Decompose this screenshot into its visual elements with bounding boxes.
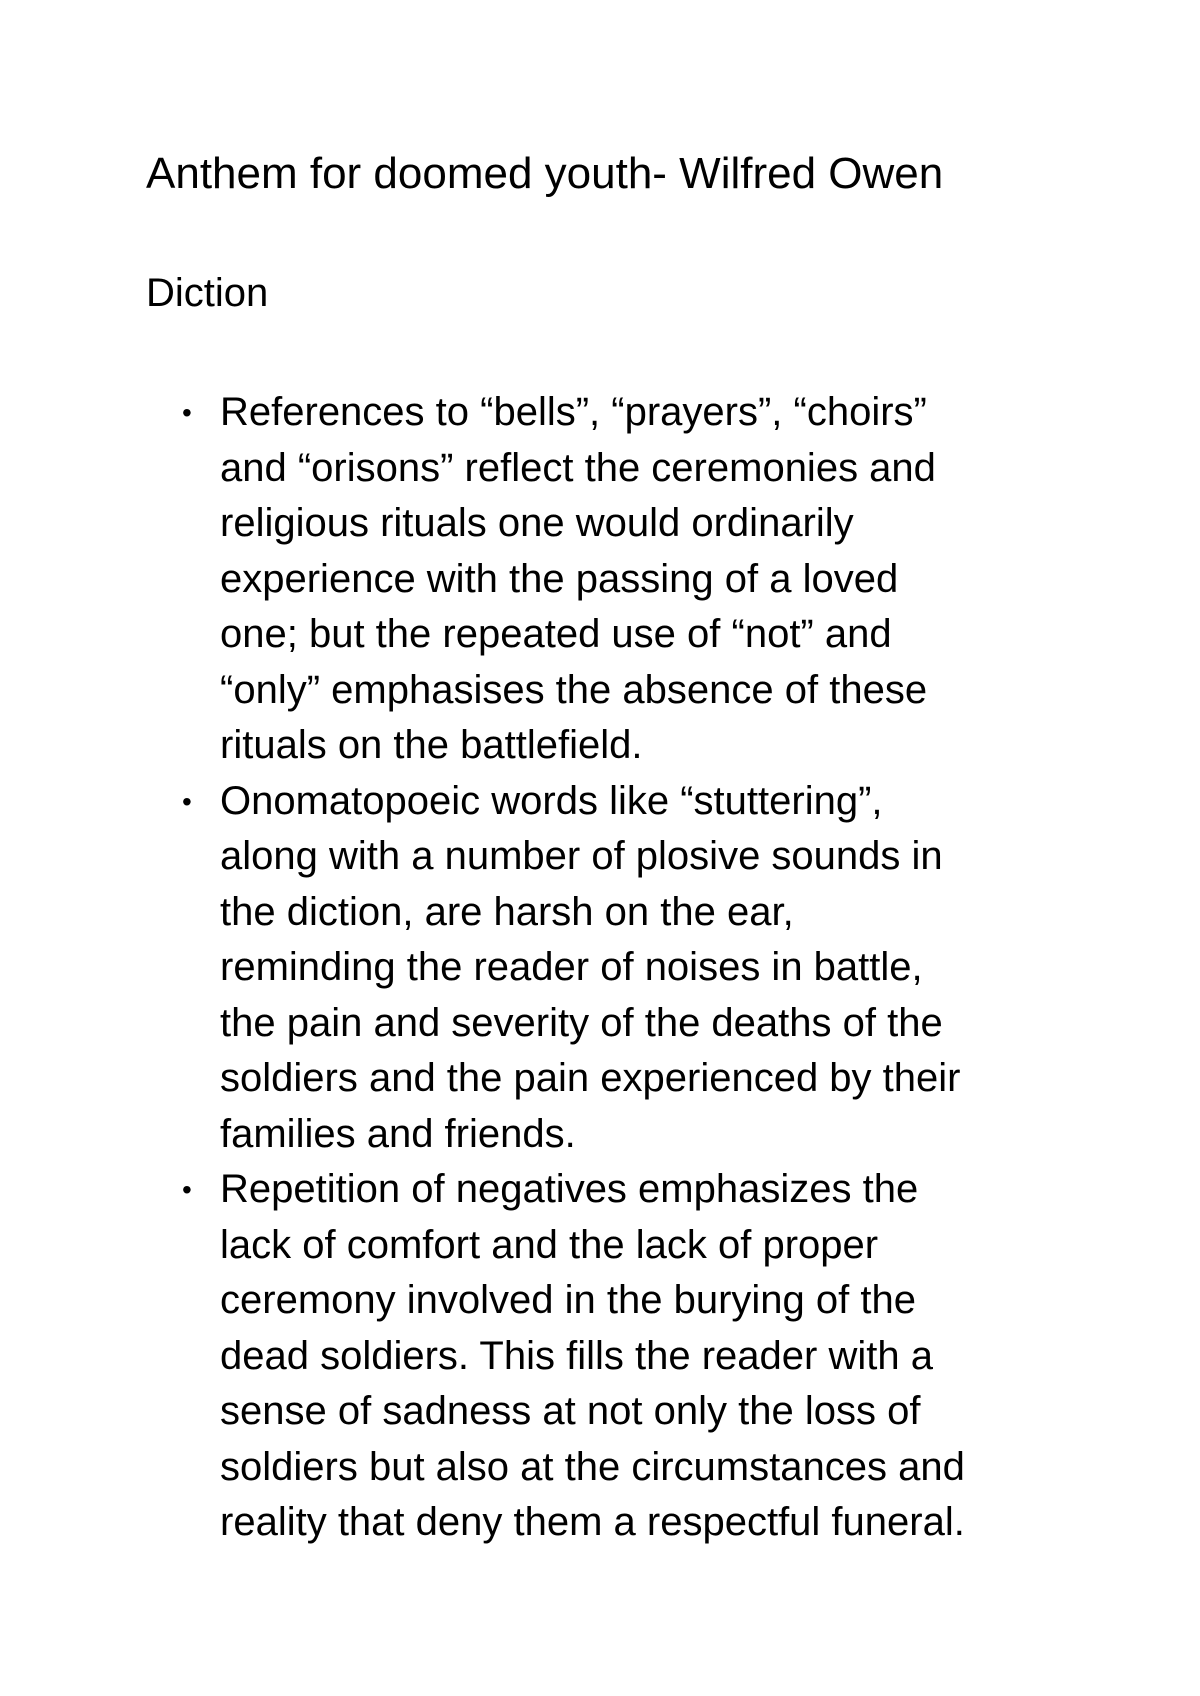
bullet-line: lack of comfort and the lack of proper bbox=[220, 1222, 879, 1267]
bullet-line: soldiers and the pain experienced by their bbox=[220, 1056, 961, 1100]
bullet-line: Onomatopoeic words like “stuttering”, bbox=[220, 778, 883, 823]
bullet-line: reality that deny them a respectful funeral. bbox=[220, 1500, 965, 1544]
bullet-line: the diction, are harsh on the ear, bbox=[220, 889, 794, 934]
bullet-icon: • bbox=[182, 397, 192, 428]
bullet-line: soldiers but also at the circumstances and bbox=[220, 1444, 965, 1489]
section-heading: Diction bbox=[146, 271, 269, 315]
bullet-line: the pain and severity of the deaths of the bbox=[220, 1000, 943, 1045]
document-title: Anthem for doomed youth- Wilfred Owen bbox=[146, 149, 944, 198]
bullet-line: families and friends. bbox=[220, 1111, 576, 1156]
bullet-item bbox=[0, 1162, 1200, 1551]
bullet-line: References to “bells”, “prayers”, “choirs” bbox=[220, 390, 927, 434]
bullet-line: sense of sadness at not only the loss of bbox=[220, 1389, 921, 1433]
bullet-icon: • bbox=[182, 785, 192, 817]
bullet-line: experience with the passing of a loved bbox=[220, 556, 899, 601]
bullet-line: along with a number of plosive sounds in bbox=[220, 834, 943, 878]
bullet-item bbox=[0, 385, 1200, 774]
bullet-line: “only” emphasises the absence of these bbox=[220, 667, 928, 712]
bullet-list bbox=[0, 385, 1200, 1551]
bullet-line: dead soldiers. This fills the reader with a bbox=[220, 1333, 933, 1378]
bullet-line: Repetition of negatives emphasizes the bbox=[220, 1167, 919, 1211]
bullet-line: one; but the repeated use of “not” and bbox=[220, 612, 892, 656]
bullet-line: and “orisons” reflect the ceremonies and bbox=[220, 445, 936, 490]
bullet-line: religious rituals one would ordinarily bbox=[220, 501, 854, 545]
bullet-line: rituals on the battlefield. bbox=[220, 723, 643, 767]
bullet-line: reminding the reader of noises in battle, bbox=[220, 945, 923, 989]
bullet-icon: • bbox=[182, 1174, 192, 1205]
bullet-line: ceremony involved in the burying of the bbox=[220, 1278, 916, 1322]
bullet-item bbox=[0, 774, 1200, 1163]
